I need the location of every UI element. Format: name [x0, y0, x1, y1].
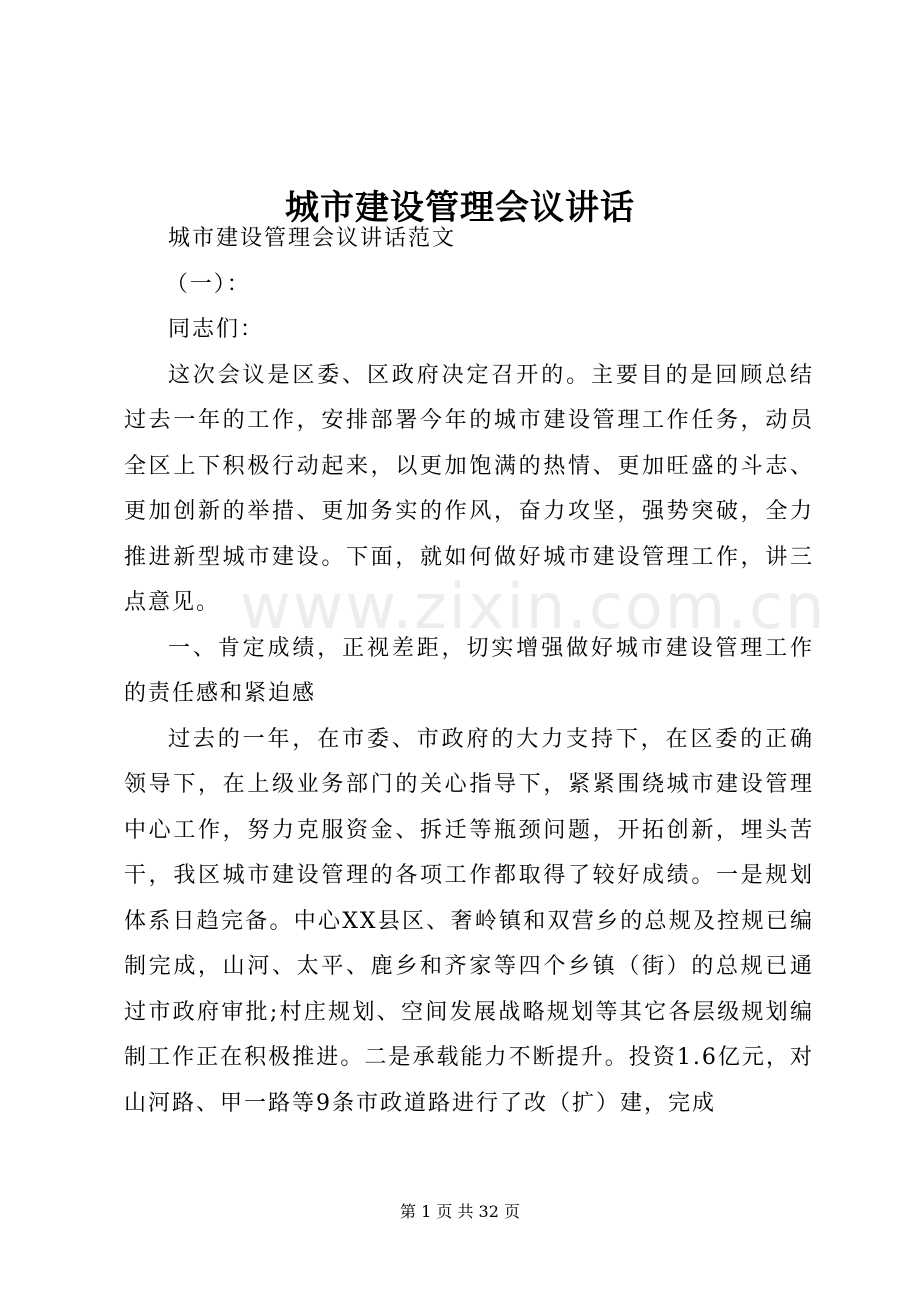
page-footer: 第 1 页 共 32 页: [400, 1202, 520, 1221]
paragraph-review: 过去的一年，在市委、市政府的大力支持下，在区委的正确领导下，在上级业务部门的关心指导下，紧紧围绕城市建设管理中心工作，努力克服资金、拆迁等瓶颈问题，开拓创新，埋头苦干，我区城市建设管理的各项工作都取得了较好成绩。一是规划体系日趋完备。中心XX县区、奢岭镇和双营乡的总规及控规已编制完成，山河、太平、鹿乡和齐家等四个乡镇（街）的总规已通过市政府审批;村庄规划、空间发展战略规划等其它各层级规划编制工作正在积极推进。二是承载能力不断提升。投资1.6亿元，对山河路、甲一路等9条市政道路进行了改（扩）建，完成: [124, 726, 814, 1116]
paragraph-subtitle: 城市建设管理会议讲话范文: [168, 226, 457, 251]
paragraph-heading-one: 一、肯定成绩，正视差距，切实增强做好城市建设管理工作的责任感和紧迫感: [124, 635, 814, 706]
document-body: [124, 216, 827, 1126]
watermark: www.zixin.com.cn: [240, 570, 827, 643]
paragraph-intro: 这次会议是区委、区政府决定召开的。主要目的是回顾总结过去一年的工作，安排部署今年的城市建设管理工作任务，动员全区上下积极行动起来，以更加饱满的热情、更加旺盛的斗志、更加创新的举措、更加务实的作风，奋力攻坚，强势突破，全力推进新型城市建设。下面，就如何做好城市建设管理工作，讲三点意见。: [124, 362, 814, 615]
paragraph-salutation: 同志们：: [168, 317, 265, 342]
document-title: 城市建设管理会议讲话: [285, 187, 635, 228]
paragraph-section-number: （一）：: [165, 271, 251, 297]
